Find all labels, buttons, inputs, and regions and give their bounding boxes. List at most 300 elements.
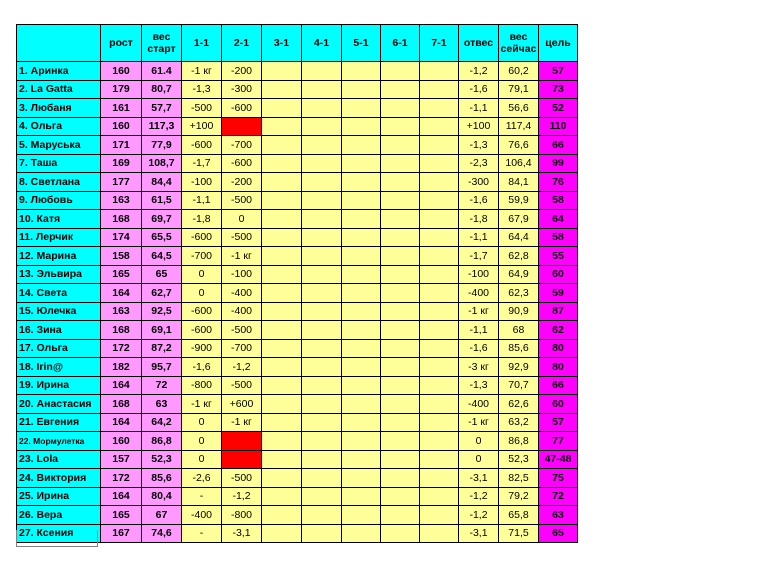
current-weight-cell[interactable]: 56,6	[499, 99, 539, 118]
current-weight-cell[interactable]: 62,8	[499, 247, 539, 266]
current-weight-cell[interactable]: 82,5	[499, 469, 539, 488]
week-6-cell[interactable]	[381, 506, 420, 525]
week-5-cell[interactable]	[342, 469, 381, 488]
week-4-cell[interactable]	[302, 339, 342, 358]
week-5-cell[interactable]	[342, 117, 381, 136]
participant-name[interactable]: 26. Вера	[17, 506, 101, 525]
week-1-cell[interactable]: -1 кг	[182, 62, 222, 81]
height-cell[interactable]: 179	[101, 80, 142, 99]
week-5-cell[interactable]	[342, 228, 381, 247]
start-weight-cell[interactable]: 69,7	[142, 210, 182, 229]
week-6-cell[interactable]	[381, 80, 420, 99]
week-1-cell[interactable]: -	[182, 524, 222, 543]
current-weight-cell[interactable]: 59,9	[499, 191, 539, 210]
week-6-cell[interactable]	[381, 173, 420, 192]
height-cell[interactable]: 164	[101, 413, 142, 432]
otves-cell[interactable]: -1,1	[459, 321, 499, 340]
current-weight-cell[interactable]: 68	[499, 321, 539, 340]
otves-cell[interactable]: -1,1	[459, 228, 499, 247]
week-5-cell[interactable]	[342, 413, 381, 432]
week-6-cell[interactable]	[381, 99, 420, 118]
week-6-cell[interactable]	[381, 247, 420, 266]
height-cell[interactable]: 163	[101, 302, 142, 321]
goal-cell[interactable]: 75	[539, 469, 578, 488]
week-3-cell[interactable]	[262, 136, 302, 155]
week-1-cell[interactable]: -1,1	[182, 191, 222, 210]
week-1-cell[interactable]: -700	[182, 247, 222, 266]
week-4-cell[interactable]	[302, 358, 342, 377]
week-7-cell[interactable]	[420, 173, 459, 192]
start-weight-cell[interactable]: 65,5	[142, 228, 182, 247]
week-2-cell[interactable]: +600	[222, 395, 262, 414]
week-7-cell[interactable]	[420, 62, 459, 81]
current-weight-cell[interactable]: 62,3	[499, 284, 539, 303]
week-5-cell[interactable]	[342, 210, 381, 229]
week-7-cell[interactable]	[420, 469, 459, 488]
week-7-cell[interactable]	[420, 358, 459, 377]
week-7-cell[interactable]	[420, 117, 459, 136]
participant-name[interactable]: 11. Лерчик	[17, 228, 101, 247]
week-3-cell[interactable]	[262, 432, 302, 451]
week-7-cell[interactable]	[420, 136, 459, 155]
week-5-cell[interactable]	[342, 339, 381, 358]
week-7-cell[interactable]	[420, 487, 459, 506]
start-weight-cell[interactable]: 61.4	[142, 62, 182, 81]
week-3-cell[interactable]	[262, 506, 302, 525]
week-6-cell[interactable]	[381, 302, 420, 321]
start-weight-cell[interactable]: 67	[142, 506, 182, 525]
participant-name[interactable]: 12. Марина	[17, 247, 101, 266]
start-weight-cell[interactable]: 85,6	[142, 469, 182, 488]
week-7-cell[interactable]	[420, 247, 459, 266]
week-1-cell[interactable]: -600	[182, 136, 222, 155]
goal-cell[interactable]: 63	[539, 506, 578, 525]
week-2-cell[interactable]: 0	[222, 210, 262, 229]
otves-cell[interactable]: -1 кг	[459, 302, 499, 321]
week-7-cell[interactable]	[420, 99, 459, 118]
participant-name[interactable]: 24. Виктория	[17, 469, 101, 488]
height-cell[interactable]: 161	[101, 99, 142, 118]
week-5-cell[interactable]	[342, 265, 381, 284]
week-1-cell[interactable]: 0	[182, 450, 222, 469]
start-weight-cell[interactable]: 86,8	[142, 432, 182, 451]
participant-name[interactable]: 4. Ольга	[17, 117, 101, 136]
participant-name[interactable]: 17. Ольга	[17, 339, 101, 358]
week-6-cell[interactable]	[381, 62, 420, 81]
week-6-cell[interactable]	[381, 358, 420, 377]
height-cell[interactable]: 164	[101, 487, 142, 506]
week-2-cell[interactable]: -500	[222, 376, 262, 395]
week-1-cell[interactable]: -1 кг	[182, 395, 222, 414]
height-cell[interactable]: 171	[101, 136, 142, 155]
week-3-cell[interactable]	[262, 247, 302, 266]
current-weight-cell[interactable]: 84,1	[499, 173, 539, 192]
week-7-cell[interactable]	[420, 154, 459, 173]
week-5-cell[interactable]	[342, 432, 381, 451]
start-weight-cell[interactable]: 84,4	[142, 173, 182, 192]
week-4-cell[interactable]	[302, 117, 342, 136]
otves-cell[interactable]: -2,3	[459, 154, 499, 173]
week-5-cell[interactable]	[342, 154, 381, 173]
otves-cell[interactable]: -1,6	[459, 80, 499, 99]
participant-name[interactable]: 1. Аринка	[17, 62, 101, 81]
week-6-cell[interactable]	[381, 395, 420, 414]
goal-cell[interactable]: 66	[539, 376, 578, 395]
otves-cell[interactable]: -1,2	[459, 62, 499, 81]
week-1-cell[interactable]: -1,3	[182, 80, 222, 99]
week-1-cell[interactable]: 0	[182, 432, 222, 451]
participant-name[interactable]: 19. Ирина	[17, 376, 101, 395]
participant-name[interactable]: 22. Мормулетка	[17, 432, 101, 451]
week-3-cell[interactable]	[262, 524, 302, 543]
start-weight-cell[interactable]: 74,6	[142, 524, 182, 543]
start-weight-cell[interactable]: 61,5	[142, 191, 182, 210]
week-2-cell[interactable]: -500	[222, 228, 262, 247]
week-4-cell[interactable]	[302, 469, 342, 488]
start-weight-cell[interactable]: 69,1	[142, 321, 182, 340]
current-weight-cell[interactable]: 86,8	[499, 432, 539, 451]
week-7-cell[interactable]	[420, 321, 459, 340]
week-4-cell[interactable]	[302, 284, 342, 303]
height-cell[interactable]: 169	[101, 154, 142, 173]
week-5-cell[interactable]	[342, 191, 381, 210]
week-5-cell[interactable]	[342, 99, 381, 118]
week-7-cell[interactable]	[420, 339, 459, 358]
week-1-cell[interactable]: -600	[182, 321, 222, 340]
week-6-cell[interactable]	[381, 339, 420, 358]
week-4-cell[interactable]	[302, 376, 342, 395]
week-5-cell[interactable]	[342, 136, 381, 155]
week-7-cell[interactable]	[420, 395, 459, 414]
week-4-cell[interactable]	[302, 136, 342, 155]
current-weight-cell[interactable]: 106,4	[499, 154, 539, 173]
current-weight-cell[interactable]: 76,6	[499, 136, 539, 155]
week-2-cell[interactable]: -200	[222, 173, 262, 192]
otves-cell[interactable]: -400	[459, 395, 499, 414]
week-7-cell[interactable]	[420, 265, 459, 284]
week-5-cell[interactable]	[342, 524, 381, 543]
week-3-cell[interactable]	[262, 62, 302, 81]
participant-name[interactable]: 27. Ксения	[17, 524, 101, 543]
height-cell[interactable]: 165	[101, 506, 142, 525]
otves-cell[interactable]: 0	[459, 450, 499, 469]
otves-cell[interactable]: -1,6	[459, 339, 499, 358]
participant-name[interactable]: 16. Зина	[17, 321, 101, 340]
participant-name[interactable]: 9. Любовь	[17, 191, 101, 210]
height-cell[interactable]: 163	[101, 191, 142, 210]
week-1-cell[interactable]: -600	[182, 302, 222, 321]
week-6-cell[interactable]	[381, 191, 420, 210]
start-weight-cell[interactable]: 62,7	[142, 284, 182, 303]
goal-cell[interactable]: 52	[539, 99, 578, 118]
week-3-cell[interactable]	[262, 265, 302, 284]
week-7-cell[interactable]	[420, 450, 459, 469]
week-4-cell[interactable]	[302, 506, 342, 525]
otves-cell[interactable]: -400	[459, 284, 499, 303]
week-5-cell[interactable]	[342, 302, 381, 321]
start-weight-cell[interactable]: 72	[142, 376, 182, 395]
week-2-cell[interactable]: -3,1	[222, 524, 262, 543]
week-2-cell[interactable]: -700	[222, 339, 262, 358]
week-2-cell[interactable]: -600	[222, 99, 262, 118]
week-7-cell[interactable]	[420, 432, 459, 451]
participant-name[interactable]: 23. Lola	[17, 450, 101, 469]
week-5-cell[interactable]	[342, 450, 381, 469]
height-cell[interactable]: 164	[101, 284, 142, 303]
week-3-cell[interactable]	[262, 99, 302, 118]
participant-name[interactable]: 14. Света	[17, 284, 101, 303]
otves-cell[interactable]: -100	[459, 265, 499, 284]
week-2-cell[interactable]: -500	[222, 469, 262, 488]
height-cell[interactable]: 158	[101, 247, 142, 266]
current-weight-cell[interactable]: 71,5	[499, 524, 539, 543]
goal-cell[interactable]: 110	[539, 117, 578, 136]
week-1-cell[interactable]: -	[182, 487, 222, 506]
week-3-cell[interactable]	[262, 358, 302, 377]
start-weight-cell[interactable]: 87,2	[142, 339, 182, 358]
goal-cell[interactable]: 99	[539, 154, 578, 173]
start-weight-cell[interactable]: 108,7	[142, 154, 182, 173]
week-5-cell[interactable]	[342, 321, 381, 340]
otves-cell[interactable]: -1,7	[459, 247, 499, 266]
otves-cell[interactable]: +100	[459, 117, 499, 136]
week-4-cell[interactable]	[302, 210, 342, 229]
week-3-cell[interactable]	[262, 321, 302, 340]
week-4-cell[interactable]	[302, 413, 342, 432]
week-2-cell[interactable]	[222, 432, 262, 451]
goal-cell[interactable]: 65	[539, 524, 578, 543]
start-weight-cell[interactable]: 64,5	[142, 247, 182, 266]
participant-name[interactable]: 5. Маруська	[17, 136, 101, 155]
otves-cell[interactable]: -1,6	[459, 191, 499, 210]
current-weight-cell[interactable]: 92,9	[499, 358, 539, 377]
week-3-cell[interactable]	[262, 191, 302, 210]
participant-name[interactable]: 8. Светлана	[17, 173, 101, 192]
week-7-cell[interactable]	[420, 284, 459, 303]
week-1-cell[interactable]: -100	[182, 173, 222, 192]
week-5-cell[interactable]	[342, 247, 381, 266]
goal-cell[interactable]: 47-48	[539, 450, 578, 469]
week-2-cell[interactable]: -1 кг	[222, 247, 262, 266]
height-cell[interactable]: 174	[101, 228, 142, 247]
participant-name[interactable]: 15. Юлечка	[17, 302, 101, 321]
current-weight-cell[interactable]: 52,3	[499, 450, 539, 469]
week-6-cell[interactable]	[381, 265, 420, 284]
week-2-cell[interactable]: -700	[222, 136, 262, 155]
start-weight-cell[interactable]: 52,3	[142, 450, 182, 469]
week-4-cell[interactable]	[302, 62, 342, 81]
otves-cell[interactable]: -300	[459, 173, 499, 192]
participant-name[interactable]: 10. Катя	[17, 210, 101, 229]
otves-cell[interactable]: -1,2	[459, 506, 499, 525]
goal-cell[interactable]: 80	[539, 339, 578, 358]
height-cell[interactable]: 167	[101, 524, 142, 543]
week-6-cell[interactable]	[381, 136, 420, 155]
week-4-cell[interactable]	[302, 450, 342, 469]
height-cell[interactable]: 168	[101, 321, 142, 340]
participant-name[interactable]: 7. Таша	[17, 154, 101, 173]
week-6-cell[interactable]	[381, 228, 420, 247]
goal-cell[interactable]: 55	[539, 247, 578, 266]
start-weight-cell[interactable]: 57,7	[142, 99, 182, 118]
participant-name[interactable]: 2. La Gatta	[17, 80, 101, 99]
week-3-cell[interactable]	[262, 117, 302, 136]
week-2-cell[interactable]: -500	[222, 191, 262, 210]
goal-cell[interactable]: 80	[539, 358, 578, 377]
height-cell[interactable]: 168	[101, 210, 142, 229]
week-3-cell[interactable]	[262, 228, 302, 247]
week-4-cell[interactable]	[302, 191, 342, 210]
week-4-cell[interactable]	[302, 99, 342, 118]
week-7-cell[interactable]	[420, 524, 459, 543]
height-cell[interactable]: 182	[101, 358, 142, 377]
week-3-cell[interactable]	[262, 210, 302, 229]
otves-cell[interactable]: -1,8	[459, 210, 499, 229]
week-2-cell[interactable]: -400	[222, 284, 262, 303]
week-1-cell[interactable]: -2,6	[182, 469, 222, 488]
start-weight-cell[interactable]: 80,7	[142, 80, 182, 99]
otves-cell[interactable]: -3,1	[459, 524, 499, 543]
week-3-cell[interactable]	[262, 487, 302, 506]
start-weight-cell[interactable]: 80,4	[142, 487, 182, 506]
goal-cell[interactable]: 64	[539, 210, 578, 229]
participant-name[interactable]: 3. Любаня	[17, 99, 101, 118]
week-6-cell[interactable]	[381, 450, 420, 469]
week-6-cell[interactable]	[381, 376, 420, 395]
current-weight-cell[interactable]: 85,6	[499, 339, 539, 358]
week-7-cell[interactable]	[420, 506, 459, 525]
start-weight-cell[interactable]: 63	[142, 395, 182, 414]
week-3-cell[interactable]	[262, 450, 302, 469]
participant-name[interactable]: 21. Евгения	[17, 413, 101, 432]
week-5-cell[interactable]	[342, 284, 381, 303]
goal-cell[interactable]: 72	[539, 487, 578, 506]
goal-cell[interactable]: 57	[539, 413, 578, 432]
current-weight-cell[interactable]: 64,4	[499, 228, 539, 247]
week-2-cell[interactable]: -600	[222, 154, 262, 173]
week-6-cell[interactable]	[381, 487, 420, 506]
week-4-cell[interactable]	[302, 247, 342, 266]
goal-cell[interactable]: 76	[539, 173, 578, 192]
week-6-cell[interactable]	[381, 432, 420, 451]
current-weight-cell[interactable]: 117,4	[499, 117, 539, 136]
week-2-cell[interactable]: -300	[222, 80, 262, 99]
week-2-cell[interactable]: -1 кг	[222, 413, 262, 432]
week-5-cell[interactable]	[342, 80, 381, 99]
week-7-cell[interactable]	[420, 228, 459, 247]
current-weight-cell[interactable]: 60,2	[499, 62, 539, 81]
week-2-cell[interactable]: -400	[222, 302, 262, 321]
week-1-cell[interactable]: 0	[182, 413, 222, 432]
goal-cell[interactable]: 58	[539, 191, 578, 210]
goal-cell[interactable]: 77	[539, 432, 578, 451]
week-2-cell[interactable]: -1,2	[222, 358, 262, 377]
week-5-cell[interactable]	[342, 506, 381, 525]
week-6-cell[interactable]	[381, 154, 420, 173]
week-3-cell[interactable]	[262, 339, 302, 358]
goal-cell[interactable]: 60	[539, 265, 578, 284]
week-3-cell[interactable]	[262, 469, 302, 488]
week-6-cell[interactable]	[381, 469, 420, 488]
participant-name[interactable]: 20. Анастасия	[17, 395, 101, 414]
week-4-cell[interactable]	[302, 321, 342, 340]
week-1-cell[interactable]: -1,7	[182, 154, 222, 173]
week-3-cell[interactable]	[262, 154, 302, 173]
otves-cell[interactable]: -3 кг	[459, 358, 499, 377]
current-weight-cell[interactable]: 79,1	[499, 80, 539, 99]
current-weight-cell[interactable]: 70,7	[499, 376, 539, 395]
week-1-cell[interactable]: -400	[182, 506, 222, 525]
participant-name[interactable]: 25. Ирина	[17, 487, 101, 506]
week-1-cell[interactable]: +100	[182, 117, 222, 136]
goal-cell[interactable]: 87	[539, 302, 578, 321]
week-4-cell[interactable]	[302, 487, 342, 506]
otves-cell[interactable]: -1 кг	[459, 413, 499, 432]
goal-cell[interactable]: 60	[539, 395, 578, 414]
week-4-cell[interactable]	[302, 228, 342, 247]
week-4-cell[interactable]	[302, 524, 342, 543]
otves-cell[interactable]: -3,1	[459, 469, 499, 488]
week-3-cell[interactable]	[262, 284, 302, 303]
otves-cell[interactable]: -1,1	[459, 99, 499, 118]
start-weight-cell[interactable]: 92,5	[142, 302, 182, 321]
height-cell[interactable]: 165	[101, 265, 142, 284]
goal-cell[interactable]: 73	[539, 80, 578, 99]
week-6-cell[interactable]	[381, 117, 420, 136]
start-weight-cell[interactable]: 117,3	[142, 117, 182, 136]
week-3-cell[interactable]	[262, 413, 302, 432]
start-weight-cell[interactable]: 95,7	[142, 358, 182, 377]
week-6-cell[interactable]	[381, 524, 420, 543]
week-1-cell[interactable]: -1,8	[182, 210, 222, 229]
week-7-cell[interactable]	[420, 191, 459, 210]
height-cell[interactable]: 160	[101, 117, 142, 136]
height-cell[interactable]: 164	[101, 376, 142, 395]
height-cell[interactable]: 160	[101, 62, 142, 81]
week-4-cell[interactable]	[302, 302, 342, 321]
week-3-cell[interactable]	[262, 80, 302, 99]
current-weight-cell[interactable]: 79,2	[499, 487, 539, 506]
week-1-cell[interactable]: -500	[182, 99, 222, 118]
week-5-cell[interactable]	[342, 358, 381, 377]
current-weight-cell[interactable]: 65,8	[499, 506, 539, 525]
goal-cell[interactable]: 62	[539, 321, 578, 340]
week-5-cell[interactable]	[342, 376, 381, 395]
otves-cell[interactable]: -1,2	[459, 487, 499, 506]
week-6-cell[interactable]	[381, 210, 420, 229]
week-7-cell[interactable]	[420, 210, 459, 229]
week-7-cell[interactable]	[420, 80, 459, 99]
week-2-cell[interactable]: -1,2	[222, 487, 262, 506]
week-6-cell[interactable]	[381, 413, 420, 432]
goal-cell[interactable]: 59	[539, 284, 578, 303]
otves-cell[interactable]: 0	[459, 432, 499, 451]
participant-name[interactable]: 18. Irin@	[17, 358, 101, 377]
week-2-cell[interactable]	[222, 450, 262, 469]
week-4-cell[interactable]	[302, 173, 342, 192]
week-2-cell[interactable]: -200	[222, 62, 262, 81]
current-weight-cell[interactable]: 63,2	[499, 413, 539, 432]
week-5-cell[interactable]	[342, 487, 381, 506]
week-1-cell[interactable]: 0	[182, 284, 222, 303]
week-1-cell[interactable]: -1,6	[182, 358, 222, 377]
week-2-cell[interactable]: -100	[222, 265, 262, 284]
week-7-cell[interactable]	[420, 413, 459, 432]
week-4-cell[interactable]	[302, 432, 342, 451]
week-4-cell[interactable]	[302, 395, 342, 414]
week-6-cell[interactable]	[381, 284, 420, 303]
goal-cell[interactable]: 57	[539, 62, 578, 81]
